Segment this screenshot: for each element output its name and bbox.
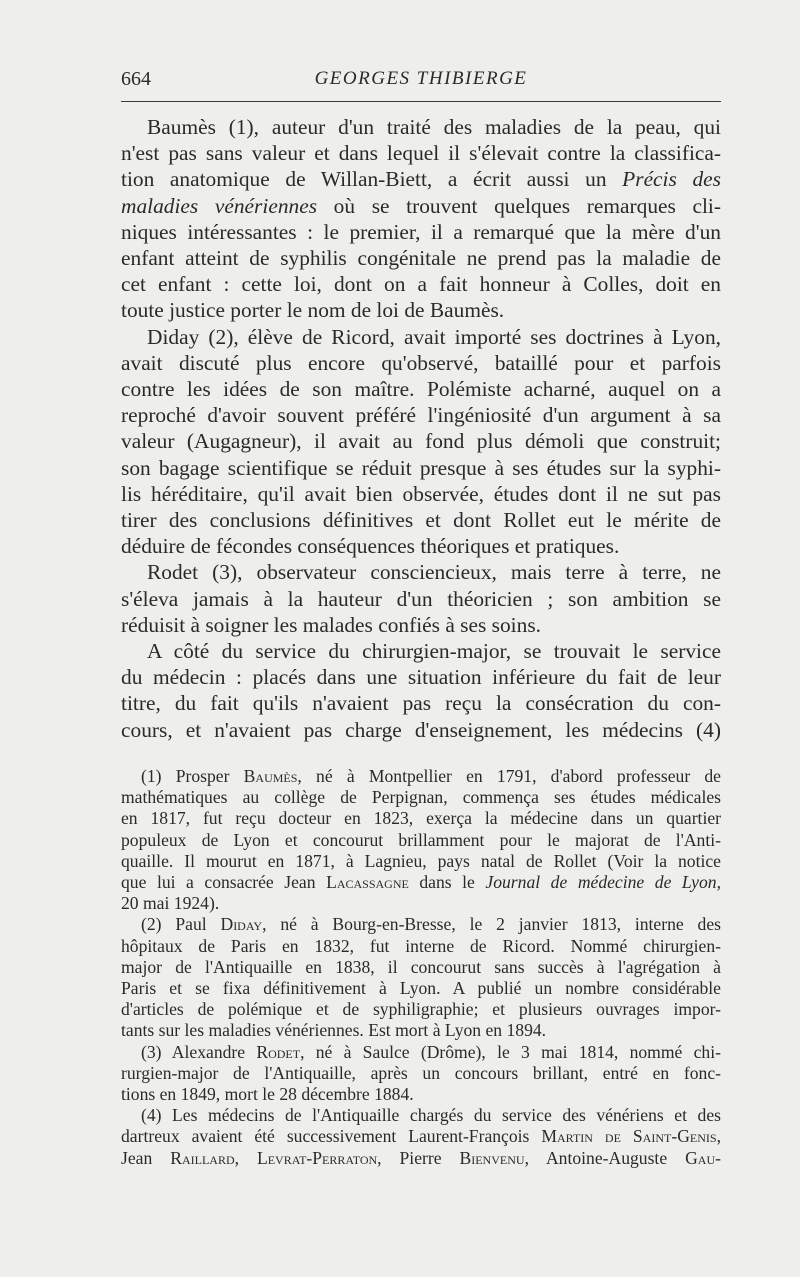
running-title: GEORGES THIBIERGE [314, 68, 528, 89]
text-line [121, 872, 721, 893]
author-name: Raillard [170, 1147, 235, 1168]
text-line: tants sur les maladies vénériennes. Est mort à Lyon en 1894. [121, 1020, 547, 1041]
footnote-1 [121, 766, 721, 914]
text-line: rurgien-major de l'Antiquaille, après un concours brillant, entré en fonc- [121, 1062, 721, 1083]
text-line: enfant atteint de syphilis congénitale ne prend pas la maladie de [121, 246, 721, 271]
text-line: cours, et n'avaient pas charge d'enseignement, les médecins (4) [121, 717, 721, 742]
text-span: où se trouvent quelques remarques cli- [317, 193, 721, 218]
page-number: 664 [121, 68, 151, 90]
text-span: tion anatomique de Willan-Biett, a écrit aussi un [121, 167, 623, 192]
text-line: 20 mai 1924). [121, 893, 220, 914]
header-rule [121, 101, 721, 102]
author-name: Rodet [256, 1041, 301, 1062]
text-line: avait discuté plus encore qu'observé, bataillé pour et parfois [121, 350, 721, 375]
text-line: réduisit à soigner les malades confiés à ses soins. [121, 612, 541, 637]
text-line: cet enfant : cette loi, dont on a fait honneur à Colles, doit en [121, 272, 721, 297]
text-line: lis héréditaire, qu'il avait bien observée, études dont il ne sut pas [121, 481, 721, 506]
book-title-italic: maladies vénériennes [121, 193, 318, 218]
text-line: tirer des conclusions définitives et dont Rollet eut le mérite de [121, 508, 721, 533]
text-line: s'éleva jamais à la hauteur d'un théoricien ; son ambition se [121, 586, 721, 611]
author-name: Gau- [685, 1147, 721, 1168]
text-line [121, 166, 721, 192]
text-line: Diday (2), élève de Ricord, avait importé ses doctrines à Lyon, [147, 324, 721, 349]
text-line: niques intéressantes : le premier, il a remarqué que la mère d'un [121, 219, 721, 244]
text-line: toute justice porter le nom de loi de Baumès. [121, 298, 505, 323]
text-span: (2) Paul [141, 914, 221, 935]
footnote-2 [121, 914, 721, 1041]
text-line: déduire de fécondes conséquences théoriques et pratiques. [121, 534, 620, 559]
text-line: quaille. Il mourut en 1871, à Lagnieu, pays natal de Rollet (Voir la notice [121, 850, 721, 871]
text-line: n'est pas sans valeur et dans lequel il s'élevait contre la classifica- [121, 141, 721, 166]
text-line [121, 193, 721, 219]
text-span: , né à Saulce (Drôme), le 3 mai 1814, nommé chi- [300, 1041, 721, 1062]
footnotes [121, 766, 721, 1169]
text-line: Rodet (3), observateur consciencieux, mais terre à terre, ne [147, 560, 721, 585]
text-line: Baumès (1), auteur d'un traité des maladies de la peau, qui [147, 115, 721, 139]
text-span: que lui a consacrée Jean [121, 872, 327, 893]
text-line [121, 914, 721, 935]
text-line: du médecin : placés dans une situation inférieure du fait de leur [121, 665, 721, 690]
text-line: contre les idées de son maître. Polémiste acharné, auquel on a [121, 377, 721, 402]
text-line: mathématiques au collège de Perpignan, commença ses études médicales [121, 787, 721, 808]
text-line: en 1817, fut reçu docteur en 1823, exerça la médecine dans un quartier [121, 808, 721, 829]
text-line: A côté du service du chirurgien-major, se trouvait le service [147, 639, 721, 664]
text-line [121, 1042, 721, 1063]
text-line: titre, du fait qu'ils n'avaient pas reçu la consécration du con- [121, 691, 721, 716]
author-name: Levrat-Perraton [256, 1147, 378, 1168]
author-name: Martin de Saint-Genis [541, 1126, 717, 1147]
text-span: dans le [408, 872, 486, 893]
text-line: tions en 1849, mort le 28 décembre 1884. [121, 1084, 414, 1105]
text-line: reproché d'avoir souvent préféré l'ingéniosité d'un argument à sa [121, 403, 721, 428]
text-line: (4) Les médecins de l'Antiquaille chargés du service des vénériens et des [141, 1105, 721, 1126]
book-title-italic: Précis des [622, 167, 721, 192]
text-span: Jean [121, 1147, 171, 1168]
text-line: Paris et se fixa définitivement à Lyon. A publié un nombre considérable [121, 978, 721, 999]
author-name: Baumès [243, 766, 298, 786]
text-line: son bagage scientifique se réduit presque à ses études sur la syphi- [121, 455, 721, 480]
text-line: hôpitaux de Paris en 1832, fut interne de Ricord. Nommé chirurgien- [121, 935, 721, 956]
text-span: (3) Alexandre [141, 1041, 257, 1062]
text-span: , Pierre [377, 1147, 460, 1168]
footnote-3 [121, 1042, 721, 1106]
text-span: , [716, 1126, 721, 1147]
paragraph-rodet [121, 559, 721, 638]
page-header [121, 68, 721, 100]
footnote-4 [121, 1105, 721, 1169]
text-span: , Antoine-Auguste [524, 1147, 686, 1168]
paragraph-baumes [121, 114, 721, 324]
text-span: dartreux avaient été successivement Laurent-François [121, 1126, 542, 1147]
author-name: Lacassagne [326, 872, 409, 893]
text-span: (1) Prosper [141, 766, 244, 786]
text-line: populeux de Lyon et concourut brillamment pour le majorat de l'Anti- [121, 829, 721, 850]
text-line: valeur (Augagneur), il avait au fond plus démoli que construit; [121, 429, 721, 454]
text-line: major de l'Antiquaille en 1838, il concourut sans succès à l'agrégation à [121, 956, 721, 977]
paragraph-diday [121, 324, 721, 560]
paragraph-medecin [121, 638, 721, 743]
journal-title: Journal de médecine de Lyon, [485, 872, 721, 893]
main-text [121, 114, 721, 743]
author-name: Diday [220, 914, 263, 935]
text-span: , né à Bourg-en-Bresse, le 2 janvier 1813, interne des [262, 914, 722, 935]
text-line [121, 1148, 721, 1169]
text-span: , [234, 1147, 257, 1168]
text-line [121, 1126, 721, 1147]
text-line: d'articles de polémique et de syphiligraphie; et plusieurs ouvrages impor- [121, 999, 721, 1020]
text-line [121, 766, 721, 787]
author-name: Bienvenu [459, 1147, 525, 1168]
text-span: , né à Montpellier en 1791, d'abord professeur de [297, 766, 721, 786]
